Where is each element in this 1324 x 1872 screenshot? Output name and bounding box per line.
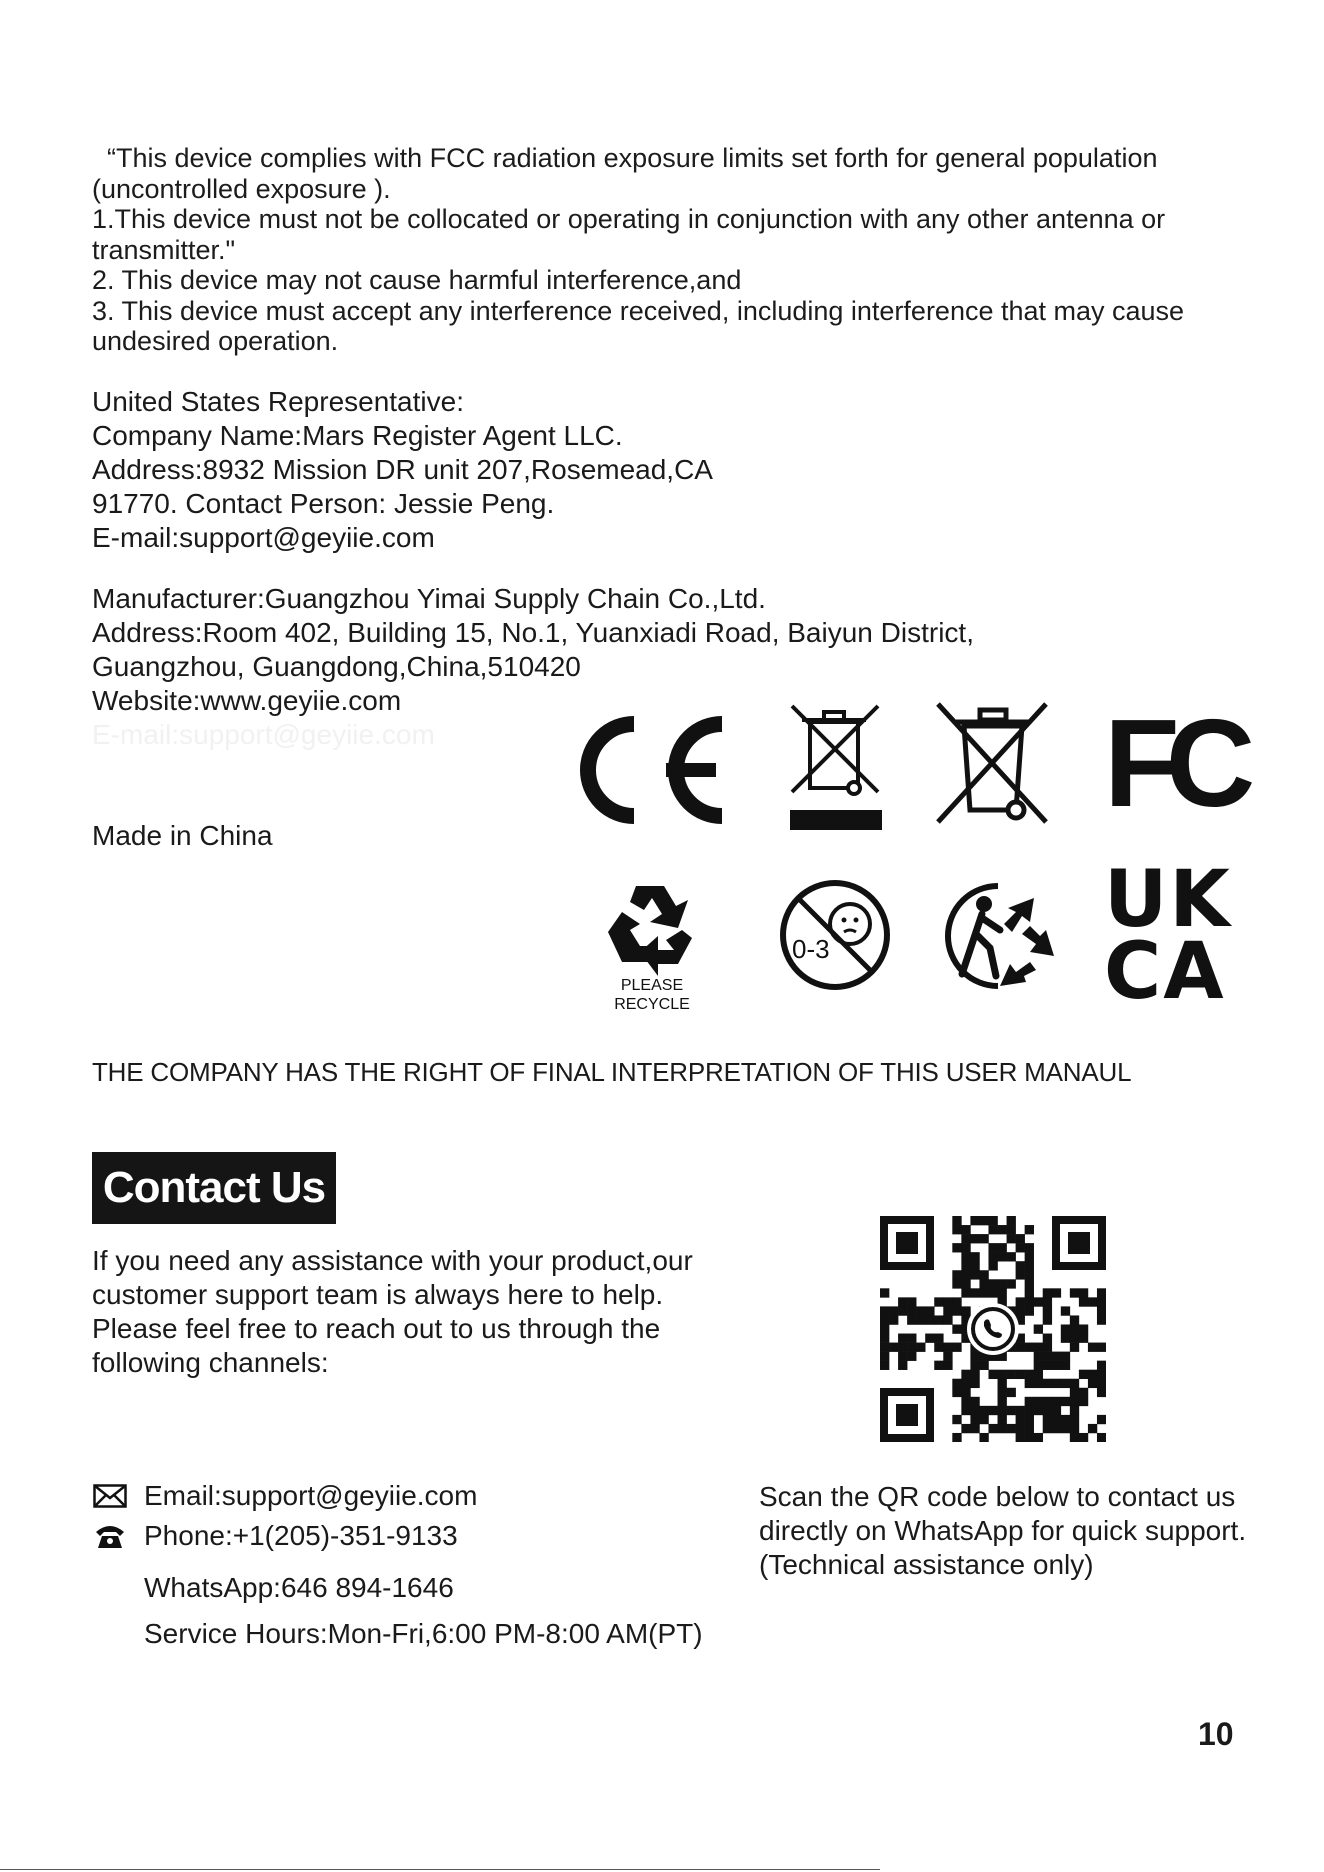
qr-module: [970, 1288, 979, 1297]
qr-module: [1079, 1433, 1088, 1442]
qr-module: [898, 1297, 907, 1306]
qr-module: [979, 1279, 988, 1288]
qr-module: [1070, 1433, 1079, 1442]
qr-module: [1097, 1315, 1106, 1324]
page-number: 10: [1198, 1716, 1234, 1752]
qr-module: [988, 1288, 997, 1297]
qr-module: [1016, 1306, 1025, 1315]
qr-module: [1079, 1297, 1088, 1306]
qr-module: [1043, 1406, 1052, 1415]
qr-module: [1097, 1288, 1106, 1297]
fcc-line: (uncontrolled exposure ).: [92, 173, 391, 204]
qr-module: [898, 1343, 907, 1352]
qr-module: [952, 1379, 961, 1388]
qr-module: [907, 1343, 916, 1352]
qr-module: [1061, 1352, 1070, 1361]
ukca-bottom: CA: [1104, 927, 1226, 1017]
qr-module: [880, 1334, 889, 1343]
qr-module: [998, 1424, 1007, 1433]
assist-line: Please feel free to reach out to us through the: [92, 1313, 661, 1344]
qr-module: [1079, 1370, 1088, 1379]
scan-line: Scan the QR code below to contact us: [759, 1481, 1236, 1512]
qr-module: [925, 1315, 934, 1324]
qr-module: [1061, 1379, 1070, 1388]
phone-channel[interactable]: [92, 1520, 458, 1552]
qr-module: [907, 1315, 916, 1324]
qr-module: [1016, 1234, 1025, 1243]
qr-module: [1052, 1352, 1061, 1361]
qr-module: [961, 1306, 970, 1315]
qr-module: [1097, 1379, 1106, 1388]
qr-module: [1097, 1433, 1106, 1442]
scan-line: (Technical assistance only): [759, 1549, 1094, 1580]
mfr-line: Manufacturer:Guangzhou Yimai Supply Chain Co.,Ltd.: [92, 583, 766, 614]
qr-module: [1052, 1379, 1061, 1388]
fcc-mark-icon: FC: [1104, 695, 1242, 833]
qr-module: [1034, 1406, 1043, 1415]
weee-bin-bar-icon: [786, 700, 886, 835]
qr-module: [970, 1424, 979, 1433]
qr-module: [1061, 1415, 1070, 1424]
qr-module: [1097, 1361, 1106, 1370]
qr-module: [998, 1288, 1007, 1297]
qr-module: [1034, 1343, 1043, 1352]
qr-module: [1079, 1324, 1088, 1333]
qr-module: [907, 1352, 916, 1361]
qr-module: [970, 1415, 979, 1424]
qr-module: [979, 1406, 988, 1415]
qr-module: [988, 1279, 997, 1288]
qr-module: [952, 1279, 961, 1288]
rep-line: E-mail:support@geyiie.com: [92, 522, 435, 553]
qr-module: [898, 1334, 907, 1343]
qr-module: [1043, 1288, 1052, 1297]
qr-module: [943, 1306, 952, 1315]
qr-module: [1034, 1433, 1043, 1442]
qr-module: [916, 1306, 925, 1315]
qr-module: [961, 1388, 970, 1397]
qr-module: [952, 1388, 961, 1397]
email-channel[interactable]: [92, 1480, 477, 1512]
recycle-caption: [600, 976, 704, 1014]
qr-module: [1088, 1297, 1097, 1306]
qr-module: [1061, 1306, 1070, 1315]
qr-module: [1025, 1397, 1034, 1406]
qr-module: [961, 1397, 970, 1406]
qr-module: [1052, 1288, 1061, 1297]
recycle-text-2: RECYCLE: [614, 996, 690, 1013]
qr-module: [1043, 1334, 1052, 1343]
qr-module: [1043, 1352, 1052, 1361]
qr-module: [1097, 1306, 1106, 1315]
mfr-faded-email: E-mail:support@geyiie.com: [92, 719, 435, 750]
qr-module: [970, 1216, 979, 1225]
qr-module: [961, 1406, 970, 1415]
fcc-line: 2. This device may not cause harmful interference,and: [92, 265, 742, 295]
qr-module: [1016, 1415, 1025, 1424]
qr-instructions: [759, 1480, 1246, 1582]
qr-module: [934, 1315, 943, 1324]
qr-module: [1070, 1343, 1079, 1352]
qr-module: [988, 1261, 997, 1270]
qr-module: [998, 1370, 1007, 1379]
qr-module: [998, 1225, 1007, 1234]
qr-module: [952, 1324, 961, 1333]
qr-module: [998, 1379, 1007, 1388]
qr-module: [988, 1370, 997, 1379]
qr-module: [1025, 1433, 1034, 1442]
qr-module: [1025, 1279, 1034, 1288]
qr-module: [1070, 1388, 1079, 1397]
qr-module: [925, 1306, 934, 1315]
interpretation-notice: THE COMPANY HAS THE RIGHT OF FINAL INTERPRETATION OF THIS USER MANAUL: [92, 1057, 1132, 1087]
qr-module: [1034, 1352, 1043, 1361]
rep-line: United States Representative:: [92, 386, 464, 417]
service-hours-text: Service Hours:Mon-Fri,6:00 PM-8:00 AM(PT): [144, 1618, 703, 1649]
qr-module: [961, 1261, 970, 1270]
qr-module: [934, 1343, 943, 1352]
qr-module: [1034, 1397, 1043, 1406]
qr-module: [1025, 1252, 1034, 1261]
fcc-line: undesired operation.: [92, 326, 339, 356]
qr-module: [1070, 1334, 1079, 1343]
qr-module: [1052, 1415, 1061, 1424]
email-text[interactable]: Email:support@geyiie.com: [144, 1480, 478, 1511]
qr-module: [1070, 1379, 1079, 1388]
qr-module: [1070, 1424, 1079, 1433]
qr-module: [934, 1297, 943, 1306]
qr-module: [961, 1252, 970, 1261]
qr-module: [916, 1315, 925, 1324]
qr-module: [952, 1433, 961, 1442]
qr-module: [1043, 1306, 1052, 1315]
qr-module: [961, 1424, 970, 1433]
qr-module: [943, 1297, 952, 1306]
qr-module: [1088, 1379, 1097, 1388]
qr-module: [907, 1306, 916, 1315]
qr-module: [1079, 1334, 1088, 1343]
qr-module: [1061, 1334, 1070, 1343]
qr-module: [988, 1216, 997, 1225]
qr-module: [1016, 1343, 1025, 1352]
qr-module: [1016, 1433, 1025, 1442]
qr-module: [970, 1270, 979, 1279]
qr-module: [1070, 1315, 1079, 1324]
qr-module: [1070, 1406, 1079, 1415]
qr-module: [961, 1225, 970, 1234]
qr-module: [1034, 1370, 1043, 1379]
qr-module: [1079, 1388, 1088, 1397]
qr-module: [1016, 1261, 1025, 1270]
qr-module: [898, 1306, 907, 1315]
qr-module: [1016, 1370, 1025, 1379]
envelope-icon: [92, 1481, 128, 1511]
recycle-icon: [600, 880, 700, 980]
qr-module: [907, 1297, 916, 1306]
qr-module: [1088, 1343, 1097, 1352]
qr-module: [1007, 1225, 1016, 1234]
qr-module: [1025, 1297, 1034, 1306]
qr-module: [988, 1225, 997, 1234]
qr-module: [1025, 1243, 1034, 1252]
tidyman-disposal-icon: [938, 878, 1060, 996]
qr-module: [1070, 1415, 1079, 1424]
ce-mark-icon: [570, 710, 730, 830]
qr-module: [998, 1388, 1007, 1397]
qr-module: [1079, 1288, 1088, 1297]
bottom-rule: [0, 1869, 880, 1870]
us-representative: [92, 385, 713, 555]
qr-module: [880, 1288, 889, 1297]
qr-module: [1007, 1388, 1016, 1397]
qr-module: [1070, 1397, 1079, 1406]
qr-module: [1025, 1225, 1034, 1234]
qr-module: [943, 1352, 952, 1361]
assistance-text: [92, 1244, 693, 1380]
ukca-top: UK: [1104, 855, 1232, 945]
qr-module: [952, 1343, 961, 1352]
qr-module: [961, 1234, 970, 1243]
qr-module: [1088, 1370, 1097, 1379]
assist-line: following channels:: [92, 1347, 329, 1378]
phone-icon: [92, 1521, 128, 1551]
qr-module: [1025, 1424, 1034, 1433]
contact-us-heading: Contact Us: [92, 1152, 336, 1224]
qr-module: [970, 1397, 979, 1406]
qr-module: [943, 1361, 952, 1370]
fcc-line: transmitter.": [92, 234, 236, 265]
qr-module: [880, 1324, 889, 1333]
qr-module: [880, 1343, 889, 1352]
qr-module: [1025, 1288, 1034, 1297]
qr-module: [1097, 1415, 1106, 1424]
qr-module: [998, 1415, 1007, 1424]
qr-module: [1025, 1343, 1034, 1352]
qr-module: [1007, 1406, 1016, 1415]
mfr-line: Address:Room 402, Building 15, No.1, Yuanxiadi Road, Baiyun District,: [92, 617, 974, 648]
qr-module: [952, 1225, 961, 1234]
qr-module: [979, 1433, 988, 1442]
qr-module: [1025, 1379, 1034, 1388]
scan-line: directly on WhatsApp for quick support.: [759, 1515, 1247, 1546]
qr-module: [916, 1343, 925, 1352]
qr-module: [1025, 1370, 1034, 1379]
qr-module: [1043, 1361, 1052, 1370]
qr-module: [934, 1361, 943, 1370]
qr-module: [943, 1315, 952, 1324]
qr-module: [1016, 1297, 1025, 1306]
mfr-line: Website:www.geyiie.com: [92, 685, 402, 716]
qr-module: [1061, 1397, 1070, 1406]
qr-module: [1043, 1343, 1052, 1352]
qr-module: [1061, 1424, 1070, 1433]
qr-module: [1025, 1306, 1034, 1315]
qr-module: [979, 1415, 988, 1424]
qr-module: [952, 1270, 961, 1279]
qr-module: [1070, 1324, 1079, 1333]
whatsapp-qr-code[interactable]: [880, 1216, 1106, 1442]
qr-module: [1061, 1324, 1070, 1333]
qr-module: [934, 1334, 943, 1343]
qr-module: [979, 1234, 988, 1243]
rep-line: Company Name:Mars Register Agent LLC.: [92, 420, 623, 451]
qr-module: [1016, 1270, 1025, 1279]
qr-module: [952, 1306, 961, 1315]
qr-module: [952, 1243, 961, 1252]
qr-module: [907, 1334, 916, 1343]
qr-module: [1034, 1324, 1043, 1333]
rep-line: 91770. Contact Person: Jessie Peng.: [92, 488, 555, 519]
fcc-line: 3. This device must accept any interference received, including interference that may cause: [92, 295, 1185, 326]
qr-module: [1079, 1397, 1088, 1406]
qr-module: [970, 1406, 979, 1415]
qr-module: [1007, 1370, 1016, 1379]
qr-module: [998, 1279, 1007, 1288]
qr-module: [961, 1370, 970, 1379]
qr-module: [1097, 1370, 1106, 1379]
qr-module: [988, 1424, 997, 1433]
qr-module: [925, 1334, 934, 1343]
qr-module: [1043, 1397, 1052, 1406]
qr-module: [1043, 1315, 1052, 1324]
no-children-0-3-icon: [778, 878, 892, 992]
qr-module: [1007, 1424, 1016, 1433]
qr-module: [1016, 1406, 1025, 1415]
qr-module: [880, 1352, 889, 1361]
qr-module: [1034, 1297, 1043, 1306]
whatsapp-text[interactable]: WhatsApp:646 894-1646: [144, 1572, 454, 1603]
qr-module: [889, 1306, 898, 1315]
qr-module: [952, 1297, 961, 1306]
phone-text[interactable]: Phone:+1(205)-351-9133: [144, 1520, 458, 1551]
qr-module: [961, 1270, 970, 1279]
qr-module: [1034, 1379, 1043, 1388]
qr-module: [1097, 1343, 1106, 1352]
qr-module: [961, 1288, 970, 1297]
mfr-line: Guangzhou, Guangdong,China,510420: [92, 651, 581, 682]
qr-module: [943, 1343, 952, 1352]
qr-module: [988, 1406, 997, 1415]
qr-module: [979, 1270, 988, 1279]
qr-module: [1088, 1424, 1097, 1433]
qr-module: [1007, 1252, 1016, 1261]
assist-line: If you need any assistance with your product,our: [92, 1245, 693, 1276]
qr-module: [1052, 1397, 1061, 1406]
qr-module: [970, 1252, 979, 1261]
qr-module: [880, 1361, 889, 1370]
rep-line: Address:8932 Mission DR unit 207,Rosemead,CA: [92, 454, 713, 485]
qr-module: [952, 1216, 961, 1225]
fcc-line: 1.This device must not be collocated or operating in conjunction with any other antenna or: [92, 204, 1166, 234]
qr-module: [1061, 1361, 1070, 1370]
qr-module: [1025, 1406, 1034, 1415]
qr-module: [1097, 1388, 1106, 1397]
qr-module: [1007, 1234, 1016, 1243]
qr-module: [1043, 1297, 1052, 1306]
qr-module: [979, 1361, 988, 1370]
made-in-label: Made in China: [92, 820, 273, 851]
qr-module: [979, 1288, 988, 1297]
qr-module: [998, 1397, 1007, 1406]
qr-module: [889, 1343, 898, 1352]
assist-line: customer support team is always here to help.: [92, 1279, 664, 1310]
age-label: 0-3: [792, 934, 830, 964]
qr-module: [970, 1379, 979, 1388]
recycle-text-1: PLEASE: [620, 977, 684, 994]
qr-module: [1025, 1415, 1034, 1424]
qr-module: [1052, 1406, 1061, 1415]
qr-module: [898, 1361, 907, 1370]
qr-module: [998, 1252, 1007, 1261]
qr-module: [988, 1252, 997, 1261]
qr-module: [1034, 1361, 1043, 1370]
qr-module: [880, 1315, 889, 1324]
qr-module: [970, 1361, 979, 1370]
qr-module: [970, 1234, 979, 1243]
whatsapp-channel[interactable]: [144, 1572, 454, 1604]
qr-module: [1052, 1424, 1061, 1433]
qr-module: [952, 1415, 961, 1424]
qr-module: [898, 1352, 907, 1361]
qr-module: [961, 1379, 970, 1388]
qr-module: [998, 1406, 1007, 1415]
qr-module: [1052, 1361, 1061, 1370]
qr-module: [1043, 1415, 1052, 1424]
qr-module: [1016, 1424, 1025, 1433]
qr-module: [1016, 1243, 1025, 1252]
qr-module: [1043, 1424, 1052, 1433]
qr-module: [1025, 1261, 1034, 1270]
qr-module: [998, 1243, 1007, 1252]
qr-module: [889, 1315, 898, 1324]
qr-module: [961, 1279, 970, 1288]
qr-module: [970, 1352, 979, 1361]
ukca-mark-icon: [1104, 855, 1232, 1017]
qr-module: [880, 1306, 889, 1315]
qr-module: [988, 1243, 997, 1252]
qr-module: [1043, 1379, 1052, 1388]
qr-module: [970, 1261, 979, 1270]
qr-module: [1070, 1288, 1079, 1297]
fcc-statement: [92, 143, 1252, 357]
qr-module: [1025, 1270, 1034, 1279]
weee-bin-crossed-icon: [930, 698, 1054, 826]
qr-module: [970, 1370, 979, 1379]
qr-module: [1007, 1216, 1016, 1225]
qr-module: [1097, 1297, 1106, 1306]
service-hours: [144, 1618, 703, 1650]
fcc-line: “This device complies with FCC radiation exposure limits set forth for general population: [92, 143, 1158, 173]
qr-module: [979, 1216, 988, 1225]
qr-module: [1007, 1279, 1016, 1288]
qr-module: [961, 1243, 970, 1252]
